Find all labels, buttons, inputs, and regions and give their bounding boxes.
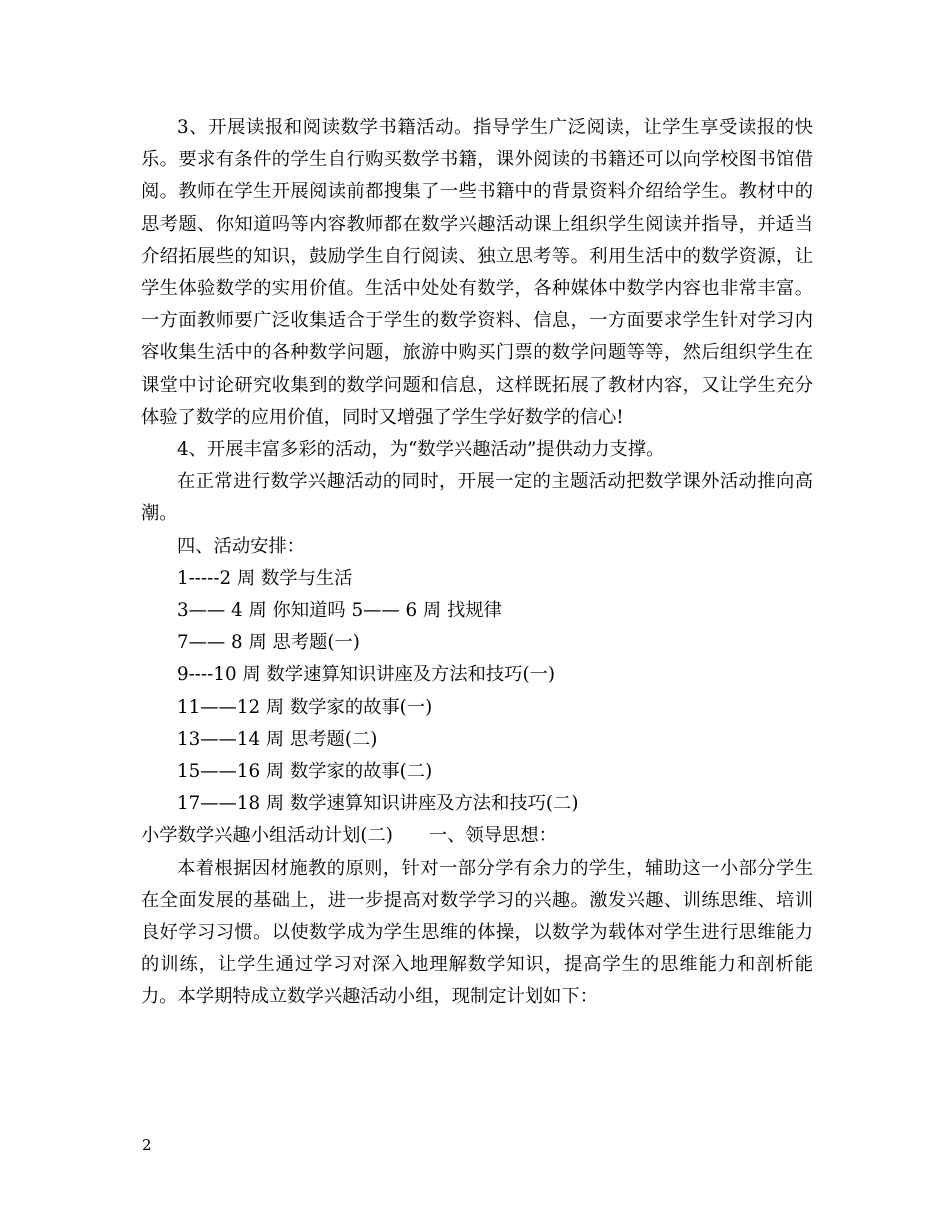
plan-two-title-line	[141, 820, 813, 852]
schedule-item-8: 17——18 周 数学速算知识讲座及方法和技巧(二)	[177, 793, 579, 815]
page-content	[141, 112, 813, 1014]
schedule-item-1: 1-----2 周 数学与生活	[177, 567, 353, 589]
plan-two-section-heading: 一、领导思想：	[428, 825, 557, 847]
paragraph-guiding-thought: 本着根据因材施教的原则，针对一部分学有余力的学生，辅助这一小部分学生在全面发展的基础上，进一步提高对数学学习的兴趣。激发兴趣、训练思维、培训良好学习习惯。以使数学成为学生思维的体操，以数学为载体对学生进行思维能力的训练，让学生通过学习对深入地理解数学知识，提高学生的思维能力和剖析能力。本学期特成立数学兴趣活动小组，现制定计划如下：	[141, 857, 813, 1008]
schedule-item-5: 11——12 周 数学家的故事(一)	[177, 696, 433, 718]
schedule-item-4: 9----10 周 数学速算知识讲座及方法和技巧(一)	[177, 664, 555, 686]
paragraph-rich-activities: 4、开展丰富多彩的活动，为“数学兴趣活动”提供动力支撑。	[177, 439, 665, 461]
schedule-item-6: 13——14 周 思考题(二)	[177, 728, 378, 750]
schedule-item-2: 3—— 4 周 你知道吗 5—— 6 周 找规律	[177, 600, 502, 622]
paragraph-theme-activities: 在正常进行数学兴趣活动的同时，开展一定的主题活动把数学课外活动推向高潮。	[141, 471, 813, 525]
plan-two-title: 小学数学兴趣小组活动计划(二)	[141, 825, 393, 847]
schedule-heading: 四、活动安排：	[177, 535, 305, 557]
page-number: 2	[142, 1136, 152, 1154]
schedule-item-3: 7—— 8 周 思考题(一)	[177, 632, 360, 654]
schedule-item-7: 15——16 周 数学家的故事(二)	[177, 761, 433, 783]
paragraph-reading-activity: 3、开展读报和阅读数学书籍活动。指导学生广泛阅读，让学生享受读报的快乐。要求有条件的学生自行购买数学书籍，课外阅读的书籍还可以向学校图书馆借阅。教师在学生开展阅读前都搜集了一些书籍中的背景资料介绍给学生。教材中的思考题、你知道吗等内容教师都在数学兴趣活动课上组织学生阅读并指导，并适当介绍拓展些的知识，鼓励学生自行阅读、独立思考等。利用生活中的数学资源，让学生体验数学的实用价值。生活中处处有数学，各种媒体中数学内容也非常丰富。一方面教师要广泛收集适合于学生的数学资料、信息，一方面要求学生针对学习内容收集生活中的各种数学问题，旅游中购买门票的数学问题等等，然后组织学生在课堂中讨论研究收集到的数学问题和信息，这样既拓展了教材内容，又让学生充分体验了数学的应用价值，同时又增强了学生学好数学的信心!	[141, 117, 813, 428]
